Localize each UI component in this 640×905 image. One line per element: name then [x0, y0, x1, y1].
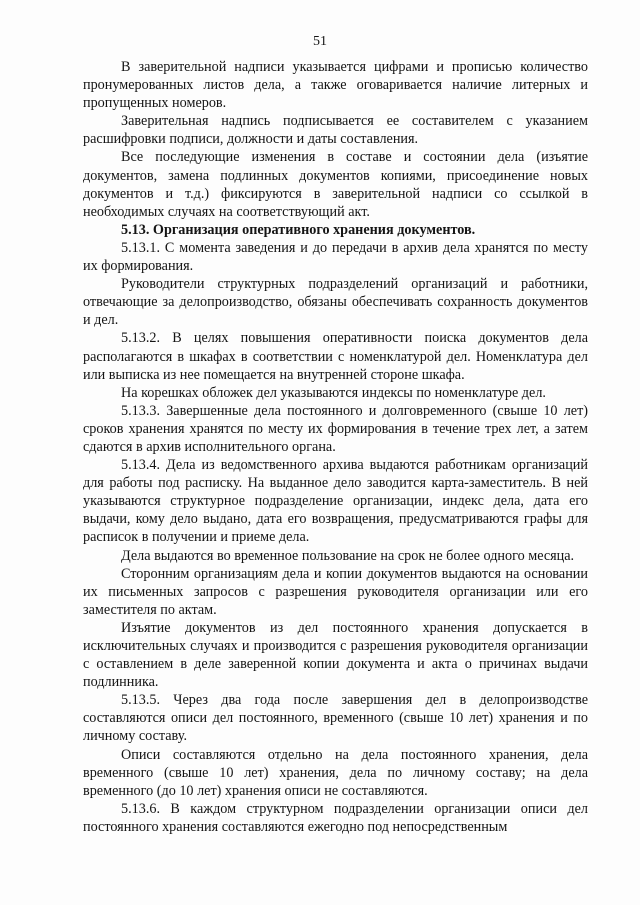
section-heading-5-13: 5.13. Организация оперативного хранения документов.: [121, 221, 476, 238]
paragraph-certification-content: В заверительной надписи указывается цифрами и прописью количество пронумерованных листов дела, а также оговаривается наличие литерных и пропущенных номеров.: [83, 59, 588, 112]
page-number: 51: [313, 34, 327, 49]
paragraph-5-13-4: 5.13.4. Дела из ведомственного архива выдаются работникам организаций для работы под расписку. На выданное дело заводится карта-заместитель. В ней указываются структурное подразделение организации, индекс дела, дата его выдачи, кому дело выдано, дата его возвращения, предусматриваются графы для расписок в получении и приеме дела.: [83, 457, 588, 546]
paragraph-inventories-separately: Описи составляются отдельно на дела постоянного хранения, дела временного (свыше 10 лет) хранения, дела по личному составу; на дела временного (до 10 лет) хранения описи не составляются.: [83, 746, 588, 799]
paragraph-5-13-3: 5.13.3. Завершенные дела постоянного и долговременного (свыше 10 лет) сроков хранения хранятся по месту их формирования в течение трех лет, а затем сдаются в архив исполнительного органа.: [83, 402, 588, 455]
paragraph-spine-indexes: На корешках обложек дел указываются индексы по номенклатуре дел.: [121, 384, 546, 401]
paragraph-third-parties: Сторонним организациям дела и копии документов выдаются на основании их письменных запросов с разрешения руководителя организации или его заместителя по актам.: [83, 565, 588, 618]
paragraph-removal-of-documents: Изъятие документов из дел постоянного хранения допускается в исключительных случаях и производится с разрешения руководителя организации с оставлением в деле заверенной копии документа и акта о причинах выдачи подлинника.: [83, 619, 588, 691]
paragraph-5-13-1: 5.13.1. С момента заведения и до передачи в архив дела хранятся по месту их формирования.: [83, 239, 588, 275]
paragraph-heads-responsibility: Руководители структурных подразделений организаций и работники, отвечающие за делопроизводство, обязаны обеспечивать сохранность документов и дел.: [83, 276, 588, 329]
document-body: [83, 58, 588, 836]
paragraph-temporary-use: Дела выдаются во временное пользование на срок не более одного месяца.: [121, 547, 575, 564]
paragraph-5-13-6: 5.13.6. В каждом структурном подразделении организации описи дел постоянного хранения составляются ежегодно под непосредственным: [83, 800, 588, 835]
paragraph-5-13-2: 5.13.2. В целях повышения оперативности поиска документов дела располагаются в шкафах в соответствии с номенклатурой дел. Номенклатура дел или выписка из нее помещается на внутренней стороне шкафа.: [83, 330, 588, 383]
paragraph-subsequent-changes: Все последующие изменения в составе и состоянии дела (изъятие документов, замена подлинных документов копиями, присоединение новых документов и т.д.) фиксируются в заверительной надписи со ссылкой в необходимых случаях на соответствующий акт.: [83, 149, 588, 220]
paragraph-5-13-5: 5.13.5. Через два года после завершения дел в делопроизводстве составляются описи дел постоянного, временного (свыше 10 лет) хранения и по личному составу.: [83, 692, 588, 745]
paragraph-certification-signature: Заверительная надпись подписывается ее составителем с указанием расшифровки подписи, должности и даты составления.: [83, 113, 588, 148]
